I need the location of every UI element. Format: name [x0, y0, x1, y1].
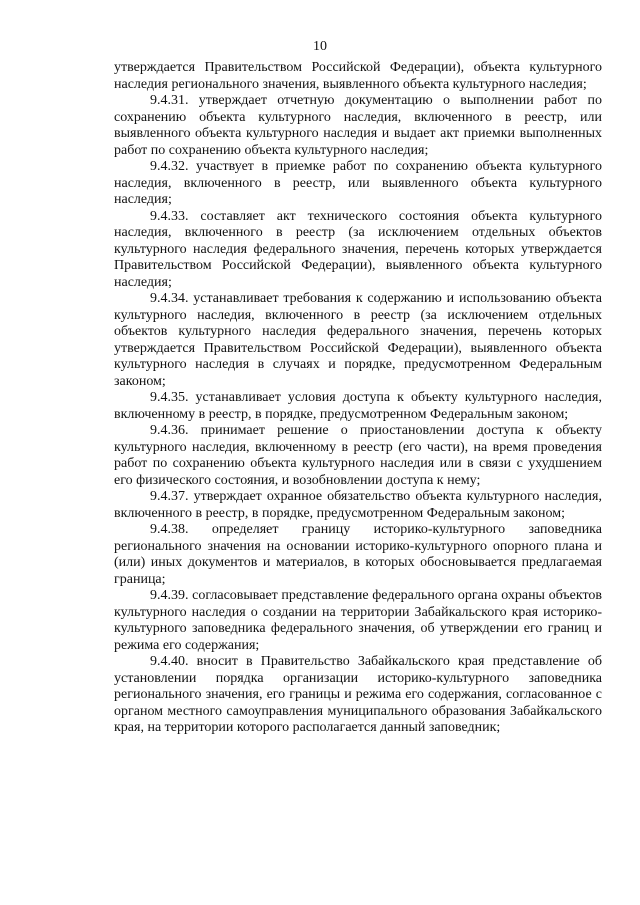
paragraph-9-4-34: 9.4.34. устанавливает требования к содержанию и использованию объекта культурного наследия, включенного в реестр (за исключением отдельных объектов культурного наследия федерального значения, перечень которых утверждается Правительством Российской Федерации), выявленного объекта культурного наследия в случаях и порядке, предусмотренном Федеральным законом;: [114, 291, 602, 389]
paragraph-9-4-37: 9.4.37. утверждает охранное обязательство объекта культурного наследия, включенного в реестр, в порядке, предусмотренном Федеральным законом;: [114, 489, 602, 521]
paragraph-9-4-36: 9.4.36. принимает решение о приостановлении доступа к объекту культурного наследия, включенному в реестр (его части), на время проведения работ по сохранению объекта культурного наследия или в связи с ухудшением его физического состояния, и возобновлении доступа к нему;: [114, 423, 602, 488]
document-body: [114, 60, 602, 737]
paragraph-9-4-31: 9.4.31. утверждает отчетную документацию о выполнении работ по сохранению объекта культурного наследия, включенного в реестр, или выявленного объекта культурного наследия и выдает акт приемки выполненных работ по сохранению объекта культурного наследия;: [114, 93, 602, 158]
paragraph-9-4-35: 9.4.35. устанавливает условия доступа к объекту культурного наследия, включенному в реестр, в порядке, предусмотренном Федеральным законом;: [114, 390, 602, 422]
paragraph-9-4-39: 9.4.39. согласовывает представление федерального органа охраны объектов культурного наследия о создании на территории Забайкальского края историко-культурного заповедника федерального значения, об утверждении его границ и режима его содержания;: [114, 588, 602, 653]
paragraph-9-4-33: 9.4.33. составляет акт технического состояния объекта культурного наследия, включенного в реестр (за исключением отдельных объектов культурного наследия федерального значения, перечень которых утверждается Правительством Российской Федерации), выявленного объекта культурного наследия;: [114, 208, 602, 290]
page-number: 10: [313, 39, 327, 54]
paragraph-9-4-40: 9.4.40. вносит в Правительство Забайкальского края представление об установлении порядка организации историко-культурного заповедника регионального значения, его границы и режима его содержания, согласованное с органом местного самоуправления муниципального образования Забайкальского края, на территории которого располагается данный заповедник;: [114, 654, 602, 735]
paragraph-continuation: утверждается Правительством Российской Федерации), объекта культурного наследия регионального значения, выявленного объекта культурного наследия;: [114, 60, 602, 92]
paragraph-9-4-32: 9.4.32. участвует в приемке работ по сохранению объекта культурного наследия, включенного в реестр, или выявленного объекта культурного наследия;: [114, 159, 602, 207]
paragraph-9-4-38: 9.4.38. определяет границу историко-культурного заповедника регионального значения на основании историко-культурного опорного плана и (или) иных документов и материалов, в которых обосновывается предлагаемая граница;: [114, 522, 602, 587]
